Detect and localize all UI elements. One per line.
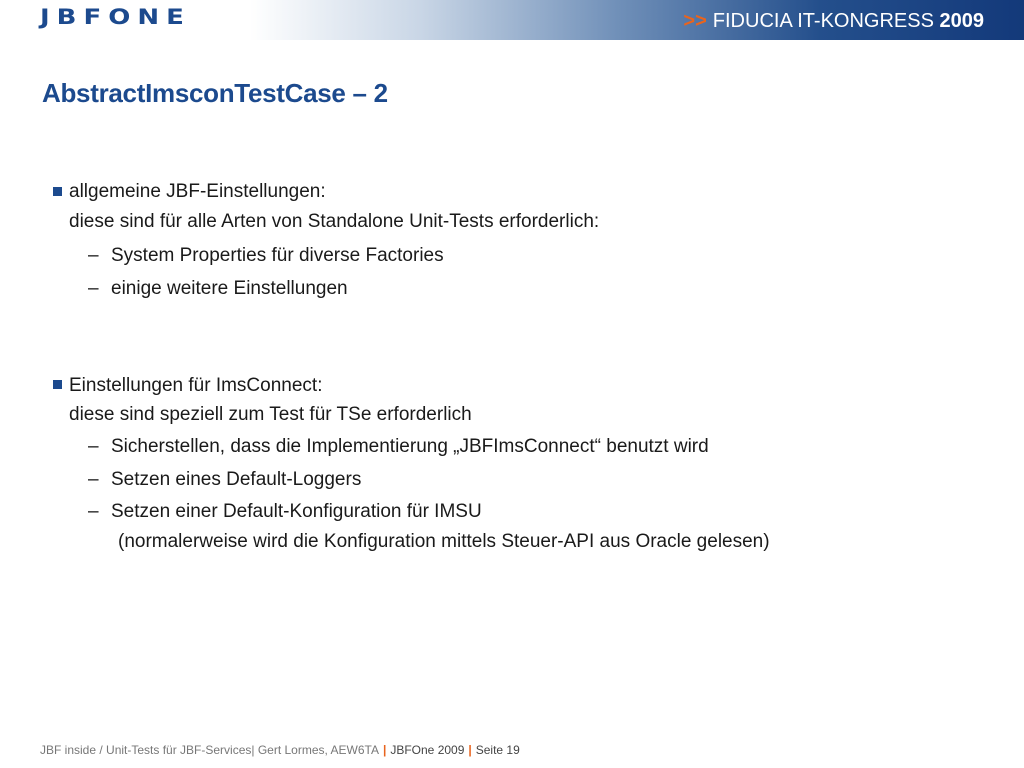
footer-separator: | xyxy=(382,743,387,757)
event-arrows: >> xyxy=(683,10,707,32)
dash-bullet-icon: – xyxy=(88,469,99,490)
dash-bullet-icon: – xyxy=(88,436,99,457)
footer-separator: | xyxy=(468,743,472,757)
list-item: Setzen eines Default-Loggers xyxy=(111,469,362,490)
square-bullet-icon xyxy=(53,187,62,196)
section-subheading: diese sind für alle Arten von Standalone Unit-Tests erforderlich: xyxy=(69,211,600,232)
list-item: System Properties für diverse Factories xyxy=(111,245,444,266)
section-subheading: diese sind speziell zum Test für TSe erforderlich xyxy=(69,404,472,425)
list-item-note: (normalerweise wird die Konfiguration mittels Steuer-API aus Oracle gelesen) xyxy=(118,531,770,552)
list-item: Sicherstellen, dass die Implementierung „JBFImsConnect“ benutzt wird xyxy=(111,436,709,457)
list-item: einige weitere Einstellungen xyxy=(111,278,348,299)
dash-bullet-icon: – xyxy=(88,278,99,299)
dash-bullet-icon: – xyxy=(88,501,99,522)
footer-text: JBF inside / Unit-Tests für JBF-Services| Gert Lormes, AEW6TA xyxy=(40,743,379,757)
slide-title: AbstractImsconTestCase – 2 xyxy=(42,78,388,108)
footer xyxy=(40,742,520,758)
dash-bullet-icon: – xyxy=(88,245,99,266)
list-item: Setzen einer Default-Konfiguration für IMSU xyxy=(111,501,482,522)
section-heading: allgemeine JBF-Einstellungen: xyxy=(69,181,326,202)
jbfone-logo: JBFONE xyxy=(40,5,191,30)
footer-product: JBFOne 2009 xyxy=(390,743,465,757)
square-bullet-icon xyxy=(53,380,62,389)
page-number: Seite 19 xyxy=(475,743,520,757)
section-heading: Einstellungen für ImsConnect: xyxy=(69,375,323,396)
event-name: FIDUCIA IT-KONGRESS xyxy=(712,10,934,32)
event-year: 2009 xyxy=(939,10,984,32)
